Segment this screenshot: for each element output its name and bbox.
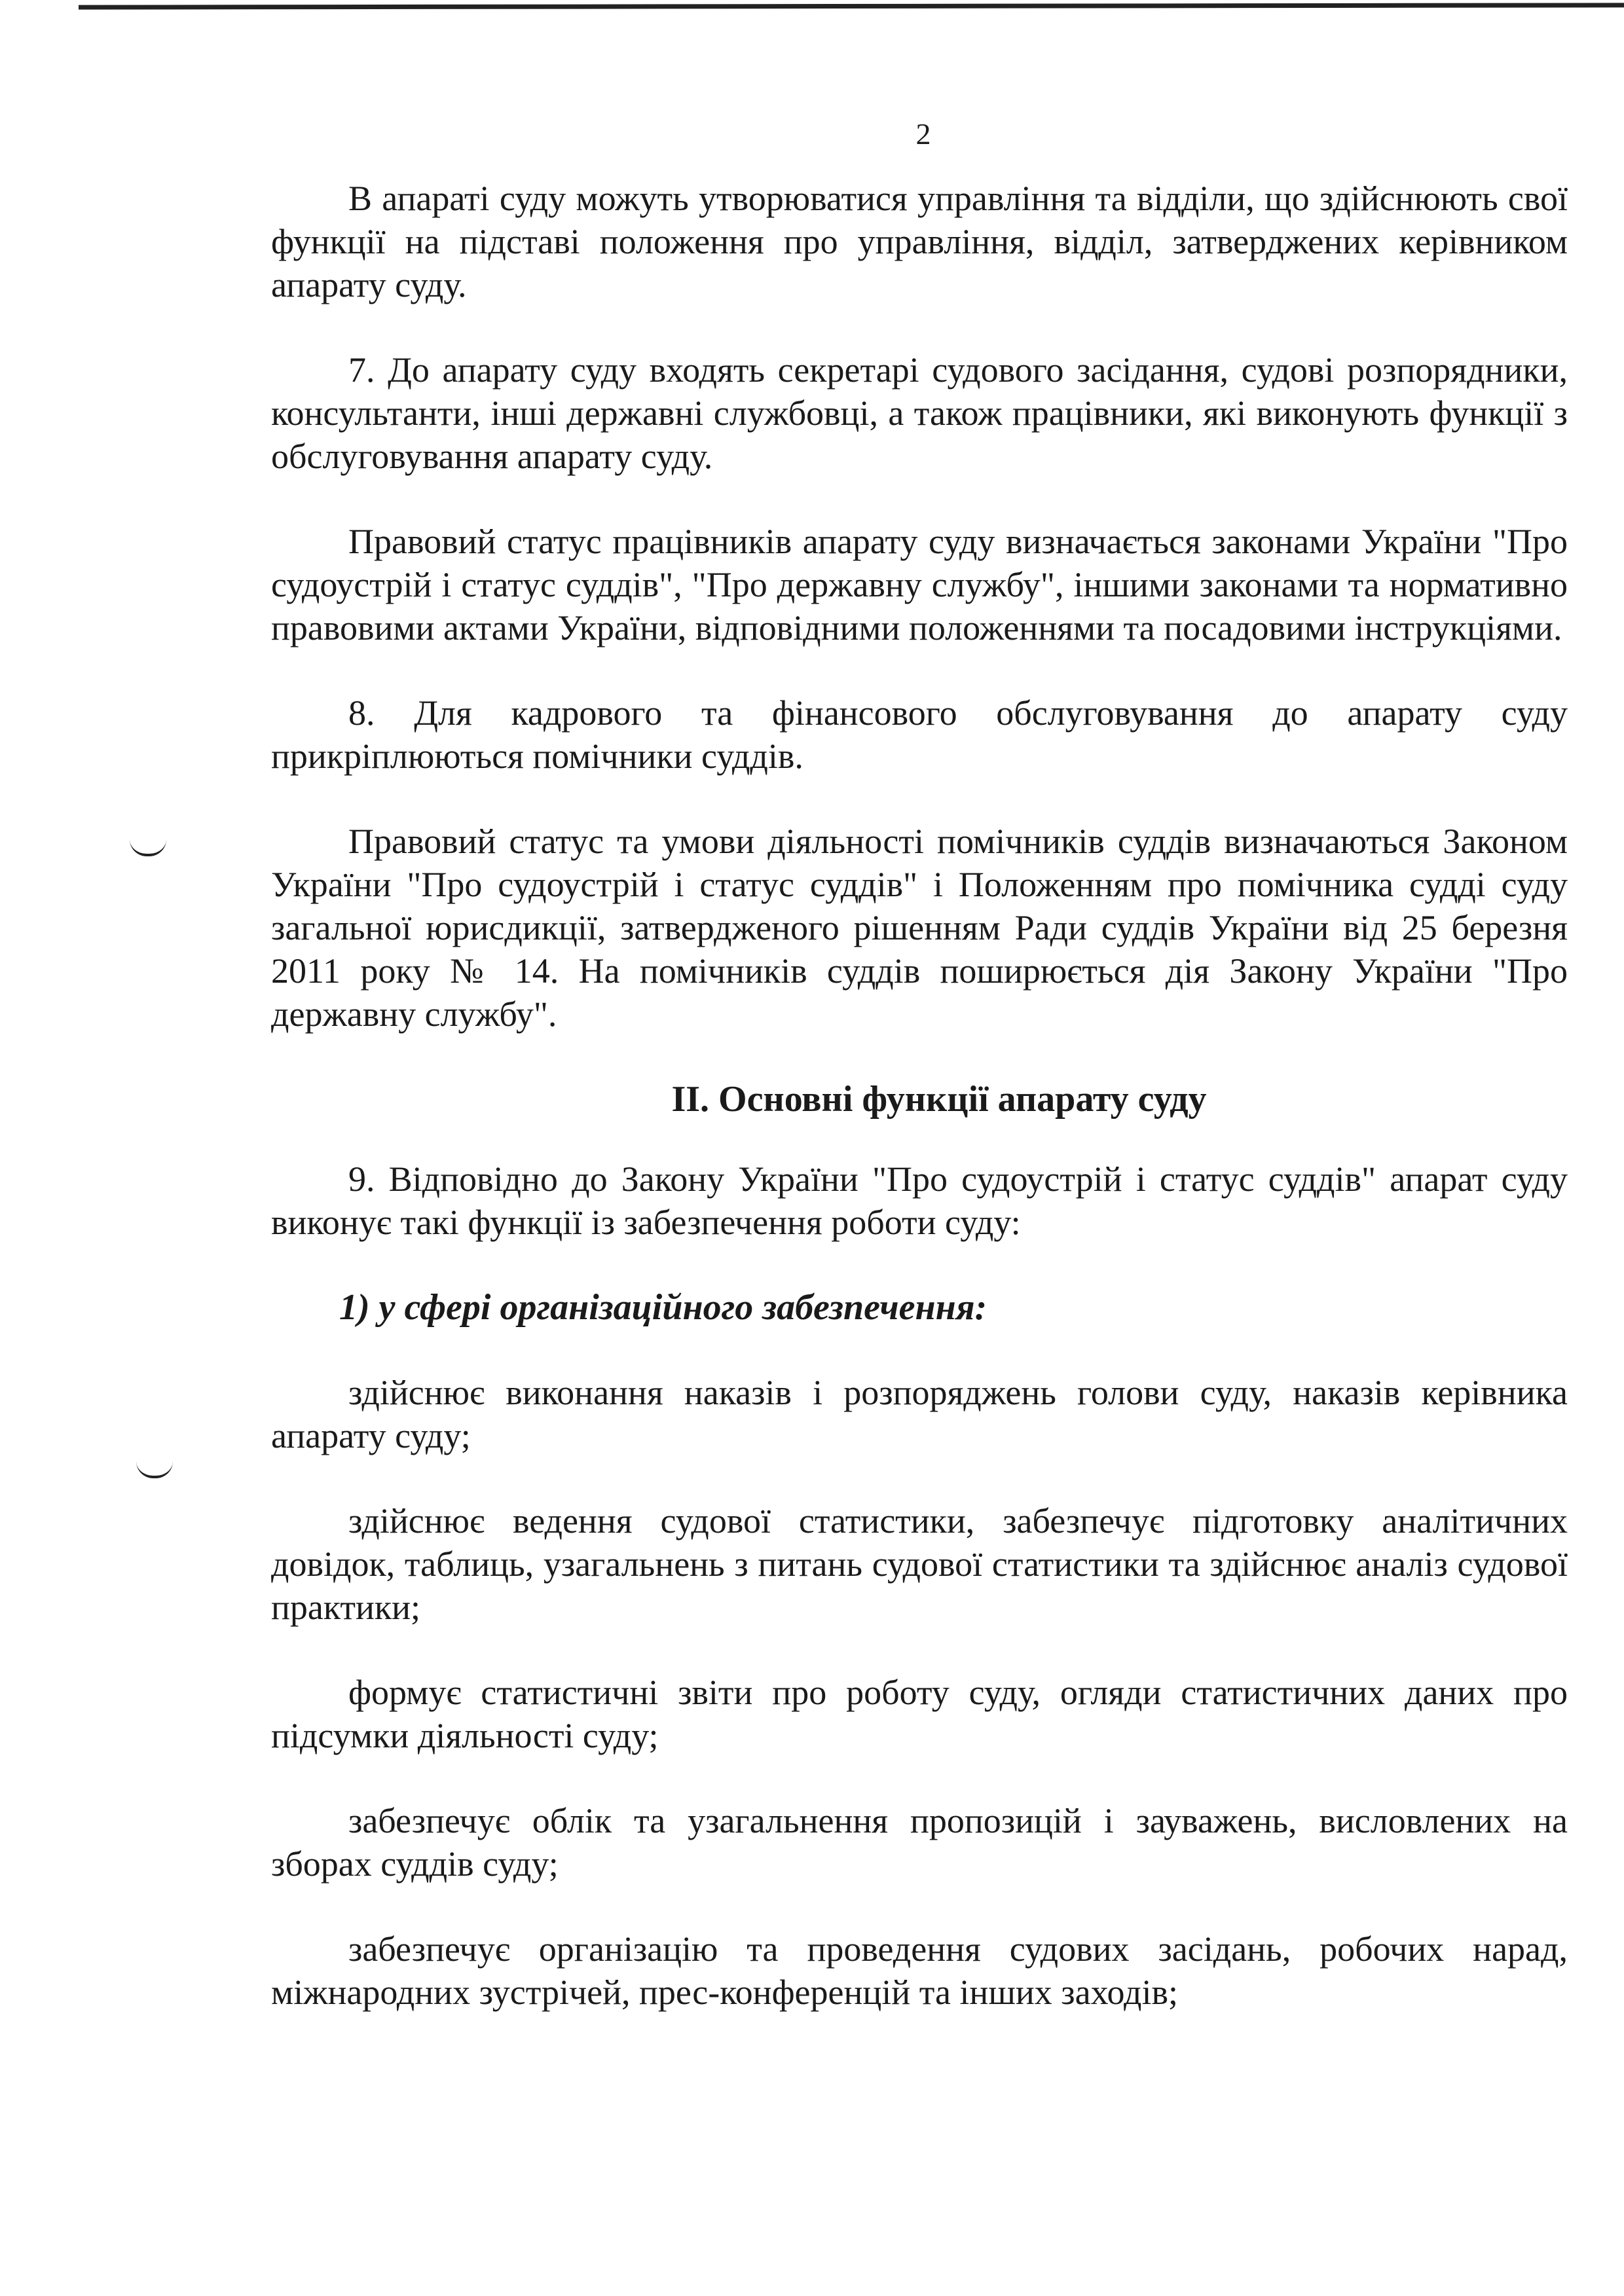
margin-mark [136, 1461, 173, 1478]
top-rule [79, 3, 1624, 9]
paragraph: 7. До апарату суду входять секретарі судового засідання, судові розпорядники, консультанти, інші державні службовці, а також працівники, які виконують функції з обслуговування апарату суду. [271, 350, 1568, 476]
list-item: забезпечує організацію та проведення судових засідань, робочих нарад, міжнародних зустрічей, прес-конференцій та інших заходів; [271, 1929, 1568, 2012]
paragraph: 8. Для кадрового та фінансового обслуговування до апарату суду прикріплюються помічники суддів. [271, 693, 1568, 776]
list-item: здійснює ведення судової статистики, забезпечує підготовку аналітичних довідок, таблиць, узагальнень з питань судової статистики та здійснює аналіз судової практики; [271, 1501, 1568, 1627]
list-item: забезпечує облік та узагальнення пропозицій і зауважень, висловлених на зборах суддів суду; [271, 1801, 1568, 1884]
list-item: формує статистичні звіти про роботу суду, огляди статистичних даних про підсумки діяльності суду; [271, 1673, 1568, 1755]
paragraph: 9. Відповідно до Закону України "Про судоустрій і статус суддів" апарат суду виконує такі функції із забезпечення роботи суду: [271, 1159, 1568, 1242]
list-item: здійснює виконання наказів і розпоряджень голови суду, наказів керівника апарату суду; [271, 1373, 1568, 1455]
subheading: 1) у сфері організаційного забезпечення: [339, 1287, 987, 1328]
paragraph: В апараті суду можуть утворюватися управління та відділи, що здійснюють свої функції на підставі положення про управління, відділ, затверджених керівником апарату суду. [271, 179, 1568, 304]
document-body [271, 177, 1568, 2014]
margin-mark [130, 839, 166, 856]
paragraph: Правовий статус працівників апарату суду визначається законами України "Про судоустрій і статус суддів", "Про державну службу", іншими законами та нормативно правовими актами України, відповідними положеннями та посадовими інструкціями. [271, 522, 1568, 647]
section-heading: ІІ. Основні функції апарату суду [671, 1079, 1207, 1120]
paragraph: Правовий статус та умови діяльності помічників суддів визначаються Законом України "Про судоустрій і статус суддів" і Положенням про помічника судді суду загальної юрисдикції, затвердженого рішенням Ради суддів України від 25 березня 2011 року № 14. На помічників суддів поширюється дія Закону України "Про державну службу". [271, 822, 1568, 1034]
page-number: 2 [915, 117, 931, 151]
